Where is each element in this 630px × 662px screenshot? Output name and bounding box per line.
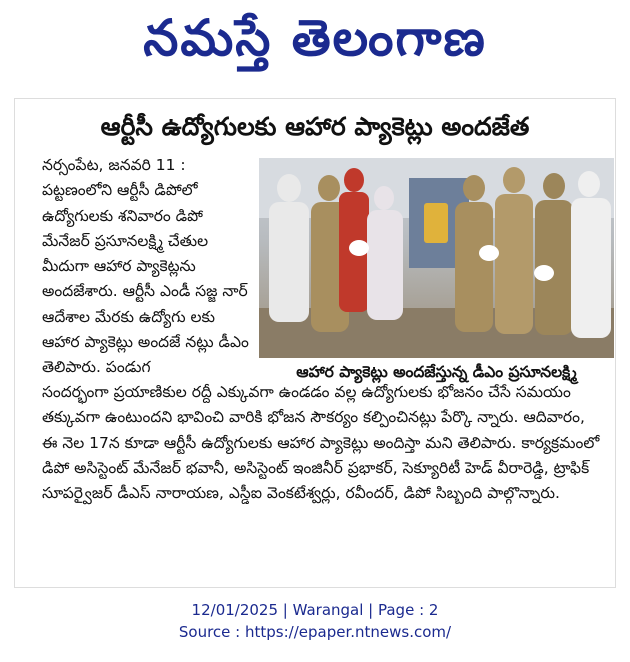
headline: ఆర్టీసీ ఉద్యోగులకు ఆహార ప్యాకెట్లు అందజేత [100, 112, 530, 141]
footer-date-edition: 12/01/2025 | Warangal | Page : 2 [191, 601, 439, 619]
footer-source-link[interactable]: Source : https://epaper.ntnews.com/ [178, 623, 452, 641]
masthead: నమస్తే తెలంగాణ [143, 8, 487, 67]
news-photo [259, 158, 614, 358]
article-full-text: సందర్భంగా ప్రయాణికుల రద్దీ ఎక్కువగా ఉండడం వల్ల ఉద్యోగులకు భోజనం చేసే సమయం తక్కువగా ఉంటుందని భావించి వారికి భోజన సౌకర్యం కల్పించినట్లు పేర్కొ న్నారు. ఆదివారం, ఈ నెల 17న కూడా ఆర్టీసీ ఉద్యోగులకు ఆహార ప్యాకెట్లు అందిస్తా మని తెలిపారు. కార్యక్రమంలో డిపో అసిస్టెంట్ మేనేజర్ భవానీ, అసిస్టెంట్ ఇంజినీర్ ప్రభాకర్, సెక్యూరిటీ హెడ్ వీరారెడ్డి, ట్రాఫిక్ సూపర్వైజర్ డీఎస్ నారాయణ, ఎస్డీఐ వెంకటేశ్వర్లు, రవీందర్, డిపో సిబ్బంది పాల్గొన్నారు. [42, 383, 600, 503]
article-column-text: నర్సంపేట, జనవరి 11 : పట్టణంలోని ఆర్టీసీ డిపోలో ఉద్యోగులకు శనివారం డిపో మేనేజర్ ప్రసూనలక్ష్మి చేతుల మీదుగా ఆహార ప్యాకెట్లను అందజేశారు. ఆర్టీసీ ఎండీ సజ్జ నార్ ఆదేశాల మేరకు ఉద్యోగు లకు ఆహార ప్యాకెట్లు అందజే నట్లు డీఎం తెలిపారు. పండుగ [42, 156, 249, 377]
photo-illustration [259, 158, 614, 358]
photo-caption: ఆహార ప్యాకెట్లు అందజేస్తున్న డీఎం ప్రసూనలక్ష్మి [259, 358, 614, 386]
